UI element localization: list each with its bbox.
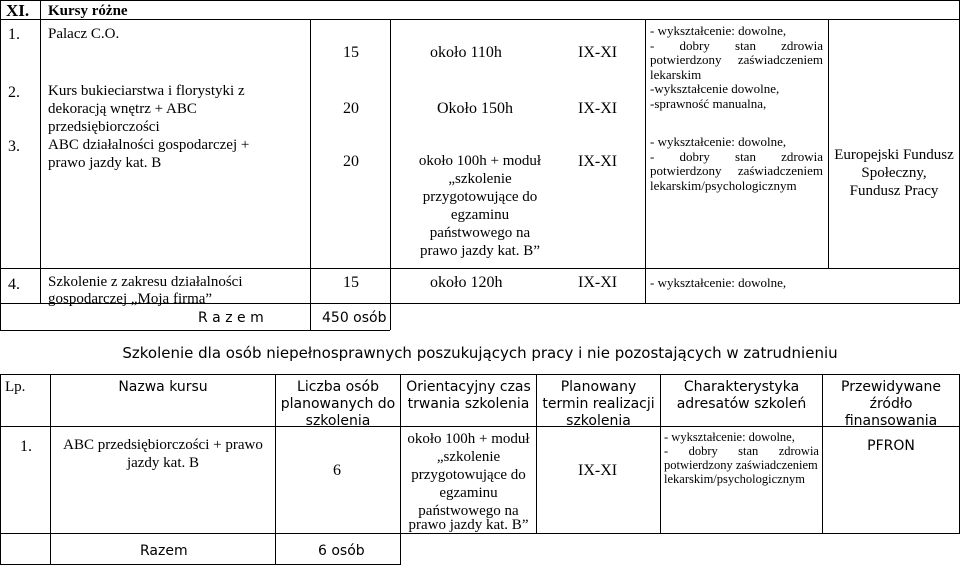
funding-line: Fundusz Pracy — [849, 183, 939, 199]
participant-count: 20 — [343, 153, 359, 170]
course-hours-line: państwowego na — [418, 503, 519, 519]
header-hours-line: trwania szkolenia — [407, 396, 530, 412]
requirements-line: lekarskim/psychologicznym — [664, 472, 805, 486]
total-label: Razem — [140, 543, 188, 559]
requirements-line: -sprawność manualna, — [650, 95, 767, 111]
top-col-divider-fund — [828, 20, 829, 269]
participant-count: 6 — [333, 462, 341, 479]
bottom-table-border-top — [0, 374, 960, 375]
top-col-divider-name — [310, 20, 311, 330]
requirements-line: - dobry stan zdrowia — [650, 148, 823, 164]
course-name-line: gospodarczej „Moja firma” — [48, 291, 213, 307]
course-name-line: dekoracją wnętrz + ABC — [48, 101, 197, 117]
requirements-line: - dobry stan zdrowia — [650, 37, 823, 53]
course-name-line: jazdy kat. B — [126, 455, 200, 471]
course-name-line: ABC działalności gospodarczej + — [48, 137, 250, 153]
total-value: 450 osób — [322, 310, 387, 326]
course-hours-line: około 100h + moduł — [418, 153, 542, 169]
course-hours-line: „szkolenie — [448, 171, 512, 187]
funding-line: Europejski Fundusz — [834, 147, 954, 163]
row-number: 1. — [8, 26, 20, 43]
header-lp: Lp. — [5, 379, 26, 395]
top-col-divider-num — [40, 0, 41, 304]
top-table-header-bottom — [0, 19, 960, 20]
participant-count: 20 — [343, 100, 359, 117]
course-name-line: prawo jazdy kat. B — [48, 155, 162, 171]
top-col-divider-count — [390, 20, 391, 330]
course-hours-line: przygotowujące do — [422, 189, 538, 205]
row-number: 4. — [8, 276, 20, 293]
top-table-row3-bottom — [0, 268, 960, 269]
section-number: XI. — [6, 1, 30, 20]
requirements-line: potwierdzony zaświadczeniem — [664, 458, 818, 472]
header-count-line: Liczba osób — [297, 379, 379, 395]
bottom-col-left-border — [0, 374, 1, 565]
header-term-line: termin realizacji — [542, 396, 655, 412]
course-hours: około 120h — [430, 274, 503, 291]
top-col-left-border — [0, 0, 1, 330]
course-hours: Około 150h — [437, 100, 513, 117]
bottom-table-total-bottom — [0, 564, 400, 565]
header-count-line: szkolenia — [305, 413, 371, 429]
course-term: IX-XI — [578, 462, 618, 479]
course-hours-line: egzaminu — [450, 207, 510, 223]
total-label: R a z e m — [198, 310, 264, 326]
course-name-line: Szkolenie z zakresu działalności — [48, 274, 243, 290]
course-term: IX-XI — [578, 274, 618, 291]
top-table-total-bottom — [0, 330, 390, 331]
course-name-line: przedsiębiorczości — [48, 119, 160, 135]
requirements-line: - wykształcenie: dowolne, — [650, 134, 787, 149]
course-hours-line: prawo jazdy kat. B” — [420, 243, 540, 259]
requirements-line: potwierdzony zaświadczeniem — [650, 163, 823, 178]
header-funding-line: finansowania — [844, 413, 938, 429]
course-term: IX-XI — [578, 44, 618, 61]
course-hours-line: prawo jazdy kat. B” — [408, 517, 529, 533]
course-name-line: ABC przedsiębiorczości + prawo — [63, 437, 263, 453]
course-term: IX-XI — [578, 153, 618, 170]
header-count-line: planowanych do — [280, 396, 396, 412]
course-hours-line: „szkolenie — [436, 449, 501, 465]
header-req-line: adresatów szkoleń — [676, 396, 807, 412]
course-hours-line: egzaminu — [439, 485, 498, 501]
requirements-block — [664, 430, 819, 486]
course-hours-line: państwowego na — [429, 225, 531, 241]
participant-count: 15 — [343, 44, 359, 61]
requirements-line: - dobry stan zdrowia — [664, 444, 819, 458]
course-hours-line: około 100h + moduł — [407, 431, 530, 447]
course-name-line: Kurs bukieciarstwa i florystyki z — [48, 83, 245, 99]
funding-source: PFRON — [867, 438, 915, 454]
row-number: 1. — [20, 438, 32, 455]
requirements-line: - wykształcenie: dowolne, — [650, 23, 787, 38]
top-table-border-top — [0, 0, 960, 1]
row-number: 3. — [8, 138, 20, 155]
course-hours: około 110h — [430, 44, 502, 61]
requirements-line: - wykształcenie: dowolne, — [664, 430, 795, 444]
requirements-block — [650, 24, 823, 111]
section-heading: Szkolenie dla osób niepełnosprawnych poszukujących pracy i nie pozostających w zatrudnieniu — [122, 344, 838, 362]
requirements-line: lekarskim — [650, 66, 702, 82]
header-term-line: Planowany — [560, 379, 637, 395]
requirements-line: lekarskim/psychologicznym — [650, 177, 797, 193]
requirements-line: - wykształcenie: dowolne, — [650, 275, 787, 290]
header-hours-line: Orientacyjny czas — [406, 379, 531, 395]
requirements-block — [650, 135, 823, 193]
top-col-divider-req — [645, 20, 646, 304]
row-number: 2. — [8, 84, 20, 101]
course-hours-line: przygotowujące do — [411, 467, 526, 483]
requirements-line: potwierdzony zaświadczeniem — [650, 52, 823, 67]
funding-line: Społeczny, — [861, 165, 927, 181]
total-value: 6 osób — [318, 543, 365, 559]
course-name: Palacz C.O. — [48, 26, 120, 42]
bottom-table-header-bottom — [0, 426, 960, 427]
requirements-line: -wykształcenie dowolne, — [650, 81, 780, 96]
header-funding-line: Przewidywane — [841, 379, 941, 395]
section-title: Kursy różne — [48, 3, 128, 19]
header-term-line: szkolenia — [566, 413, 631, 429]
participant-count: 15 — [343, 274, 359, 291]
header-req-line: Charakterystyka — [683, 379, 800, 395]
header-funding-line: źródło — [869, 396, 913, 412]
course-term: IX-XI — [578, 100, 618, 117]
header-name: Nazwa kursu — [118, 379, 208, 395]
